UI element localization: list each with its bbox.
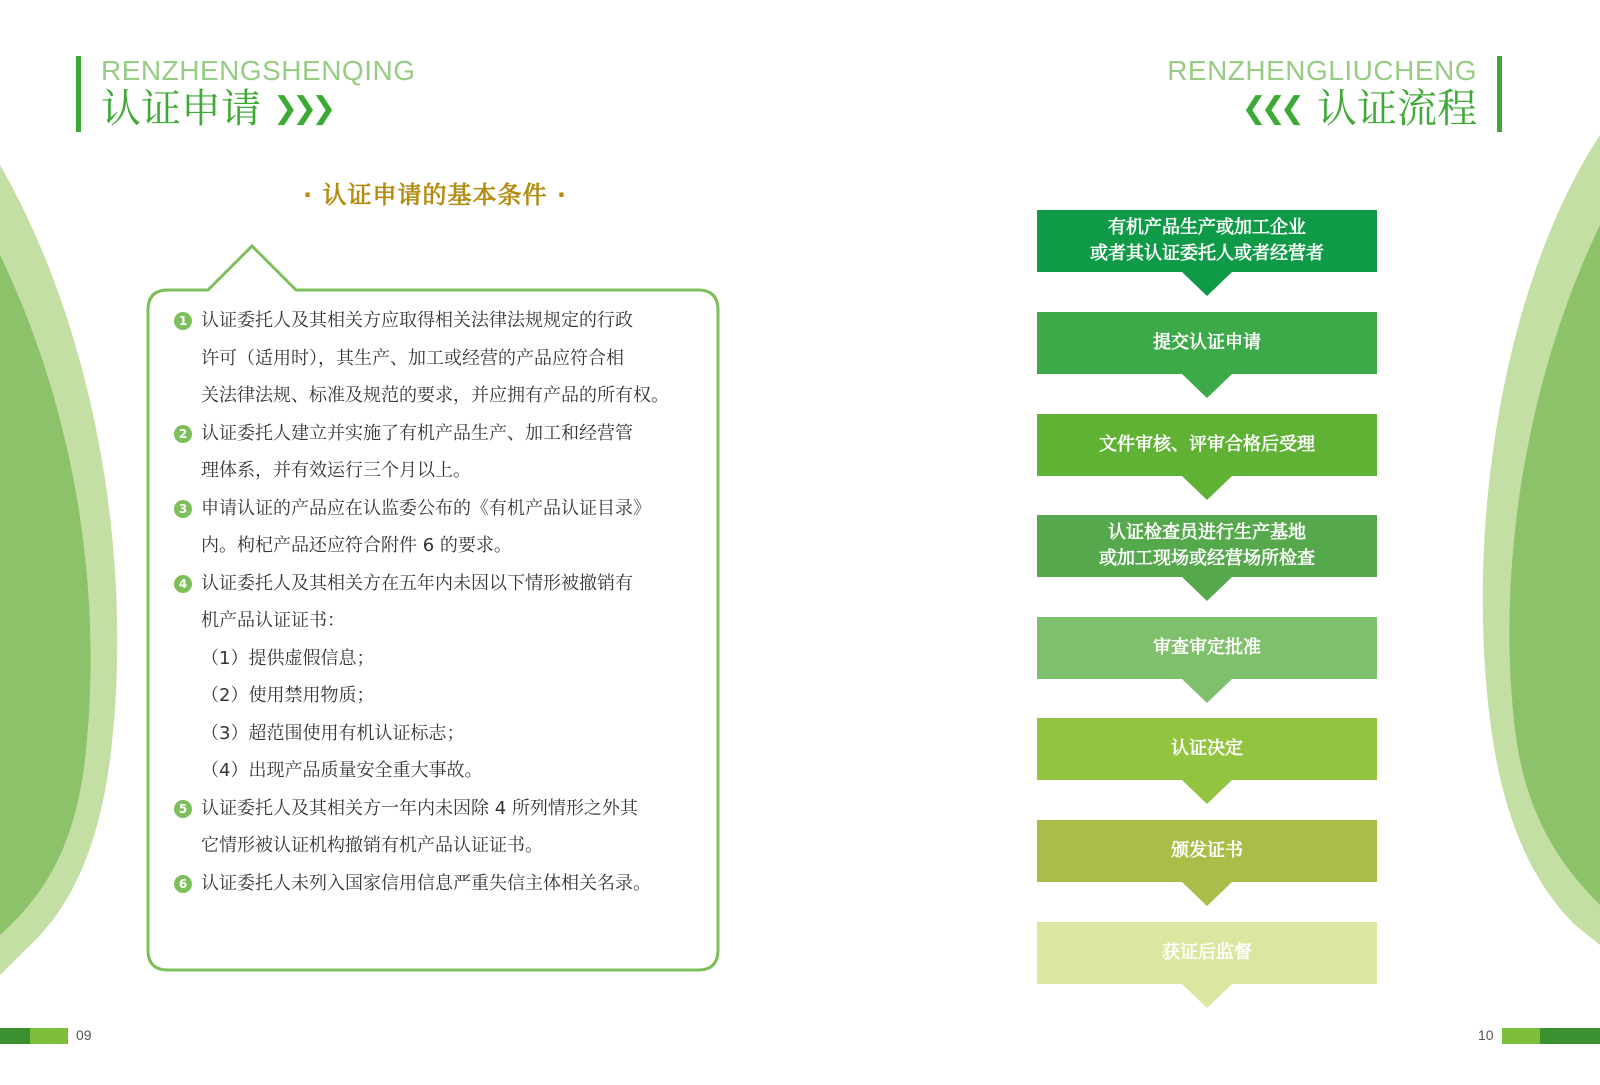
condition-line: 认证委托人及其相关方一年内未因除 4 所列情形之外其	[201, 797, 638, 819]
condition-sub-item: （2）使用禁用物质；	[201, 685, 375, 706]
condition-item	[174, 302, 714, 415]
condition-line: 许可（适用时），其生产、加工或经营的产品应符合相	[201, 347, 624, 369]
condition-item	[174, 865, 714, 903]
conditions-section-title: · 认证申请的基本条件 ·	[303, 181, 567, 209]
conditions-list	[174, 302, 714, 902]
number-badge-icon: 1	[174, 312, 192, 330]
flow-step-line: 认证检查员进行生产基地	[1108, 522, 1306, 543]
right-header-title: 认证流程	[1317, 86, 1477, 132]
page-number-right: 10	[1478, 1027, 1494, 1043]
flow-step-line: 或加工现场或经营场所检查	[1099, 548, 1315, 569]
flow-step-review	[1037, 414, 1377, 476]
condition-line: 认证委托人建立并实施了有机产品生产、加工和经营管	[201, 422, 633, 444]
footer-bar-left-light	[30, 1028, 68, 1044]
flow-step-line: 审查审定批准	[1153, 637, 1261, 658]
condition-line: 认证委托人及其相关方在五年内未因以下情形被撤销有	[201, 572, 633, 594]
left-header-title: 认证申请	[101, 86, 261, 132]
flow-step-line: 获证后监督	[1162, 942, 1252, 963]
flow-step-applicant	[1037, 210, 1377, 272]
condition-sub-item: （4）出现产品质量安全重大事故。	[201, 760, 483, 781]
right-header-pinyin: RENZHENGLIUCHENG	[1167, 55, 1477, 86]
number-badge-icon: 2	[174, 425, 192, 443]
right-header-title-row	[1167, 86, 1477, 132]
flow-step-line: 颁发证书	[1171, 840, 1243, 861]
condition-line: 内。枸杞产品还应符合附件 6 的要求。	[201, 535, 512, 556]
number-badge-icon: 5	[174, 800, 192, 818]
condition-line: 认证委托人及其相关方应取得相关法律法规规定的行政	[201, 310, 633, 331]
condition-item	[174, 415, 714, 490]
number-badge-icon: 3	[174, 500, 192, 518]
flow-step-supervision	[1037, 922, 1377, 984]
number-badge-icon: 6	[174, 875, 192, 893]
right-page-header	[1167, 56, 1502, 132]
flow-step-line: 有机产品生产或加工企业	[1108, 217, 1306, 238]
page-number-left: 09	[76, 1027, 92, 1043]
condition-sub-item: （3）超范围使用有机认证标志；	[201, 722, 465, 744]
flow-step-approval	[1037, 617, 1377, 679]
condition-line: 认证委托人未列入国家信用信息严重失信主体相关名录。	[201, 872, 651, 894]
condition-line: 关法律法规、标准及规范的要求，并应拥有产品的所有权。	[201, 385, 669, 406]
condition-line: 它情形被认证机构撤销有机产品认证证书。	[201, 835, 543, 856]
chevron-left-icon: ❮❮❮	[1241, 91, 1299, 126]
flow-step-inspection	[1037, 515, 1377, 577]
chevron-right-icon: ❯❯❯	[273, 91, 331, 126]
flow-step-line: 提交认证申请	[1153, 332, 1261, 353]
flow-step-line: 或者其认证委托人或者经营者	[1090, 243, 1324, 264]
condition-item	[174, 790, 714, 865]
left-header-pinyin: RENZHENGSHENQING	[101, 55, 416, 86]
flow-step-line: 认证决定	[1171, 738, 1243, 759]
flow-step-submit	[1037, 312, 1377, 374]
flow-step-issue-certificate	[1037, 820, 1377, 882]
flow-step-decision	[1037, 718, 1377, 780]
condition-line: 理体系，并有效运行三个月以上。	[201, 460, 471, 481]
condition-item	[174, 565, 714, 640]
condition-line: 申请认证的产品应在认监委公布的《有机产品认证目录》	[201, 497, 651, 519]
number-badge-icon: 4	[174, 575, 192, 593]
condition-item	[174, 490, 714, 565]
footer-bar-right-light	[1502, 1028, 1540, 1044]
footer-bar-right-dark	[1540, 1028, 1600, 1044]
footer-bar-left-dark	[0, 1028, 30, 1044]
flow-step-line: 文件审核、评审合格后受理	[1099, 434, 1315, 455]
condition-sub-item: （1）提供虚假信息；	[201, 647, 375, 669]
condition-line: 机产品认证证书：	[201, 610, 345, 631]
